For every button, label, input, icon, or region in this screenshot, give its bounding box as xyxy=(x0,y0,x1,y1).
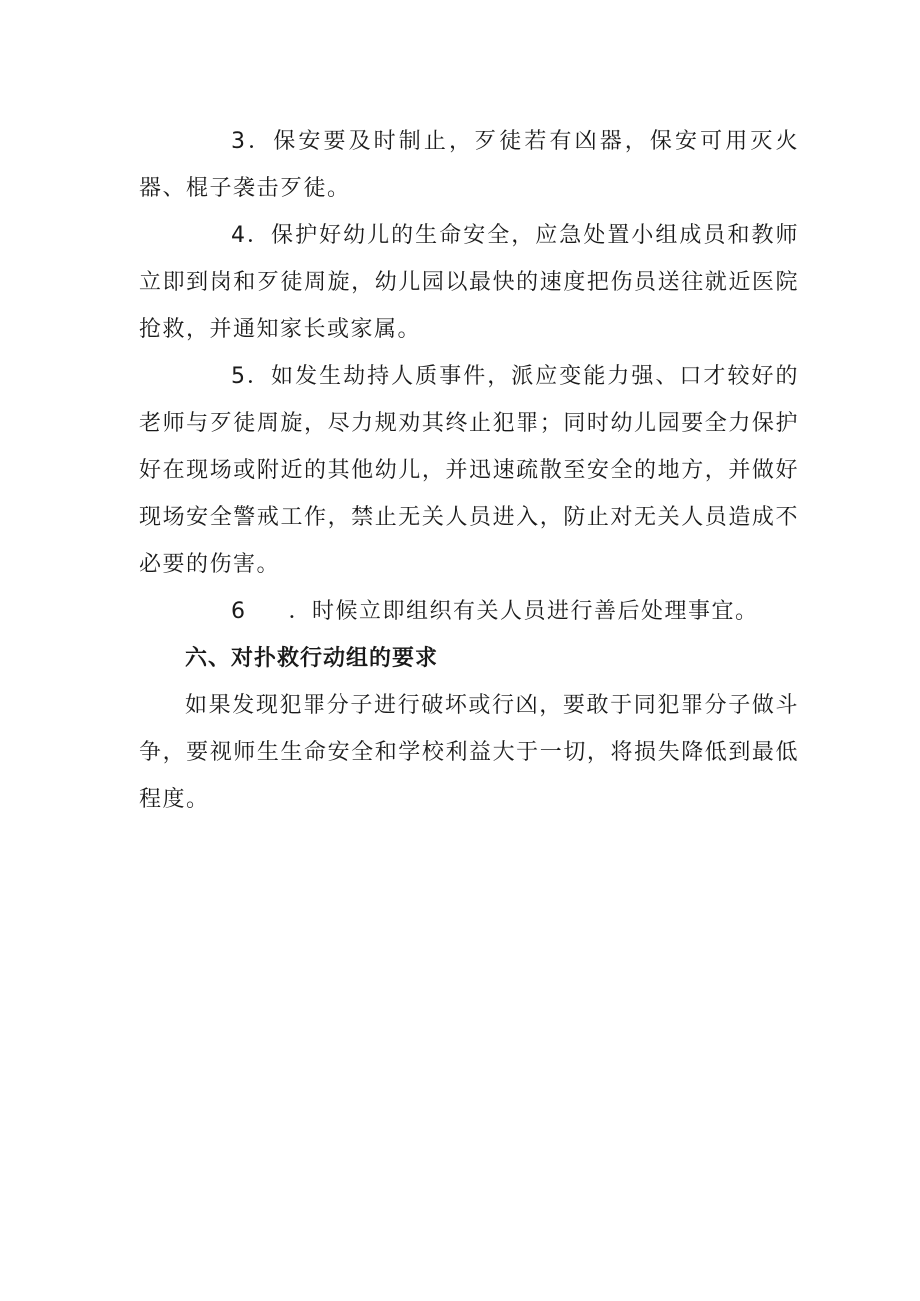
section-heading: 六、对扑救行动组的要求 xyxy=(185,646,439,671)
paragraph-text: ．时候立即组织有关人员进行善后处理事宜。 xyxy=(288,599,759,624)
paragraph-text: ．保安要及时制止，歹徒若有凶器，保安可用灭火器、棍子袭击歹徒。 xyxy=(139,129,799,201)
paragraph-item-4 xyxy=(139,212,799,353)
item-number: 6 xyxy=(231,599,247,624)
paragraph-text: ．如发生劫持人质事件，派应变能力强、口才较好的老师与歹徒周旋，尽力规劝其终止犯罪；同时幼儿园要全力保护好在现场或附近的其他幼儿，并迅速疏散至安全的地方，并做好现场安全警戒工作，禁止无关人员进入，防止对无关人员造成不必要的伤害。 xyxy=(139,364,799,577)
paragraph-item-6 xyxy=(139,588,799,635)
item-number: 3 xyxy=(231,129,247,154)
item-number: 4 xyxy=(231,223,247,248)
item-number: 5 xyxy=(231,364,247,389)
paragraph-text: ．保护好幼儿的生命安全，应急处置小组成员和教师立即到岗和歹徒周旋，幼儿园以最快的速度把伤员送往就近医院抢救，并通知家长或家属。 xyxy=(139,223,799,342)
section-body-paragraph: 如果发现犯罪分子进行破坏或行凶，要敢于同犯罪分子做斗争，要视师生生命安全和学校利益大于一切，将损失降低到最低程度。 xyxy=(139,693,799,812)
document-body xyxy=(139,118,799,823)
paragraph-item-5 xyxy=(139,353,799,588)
paragraph-item-3 xyxy=(139,118,799,212)
